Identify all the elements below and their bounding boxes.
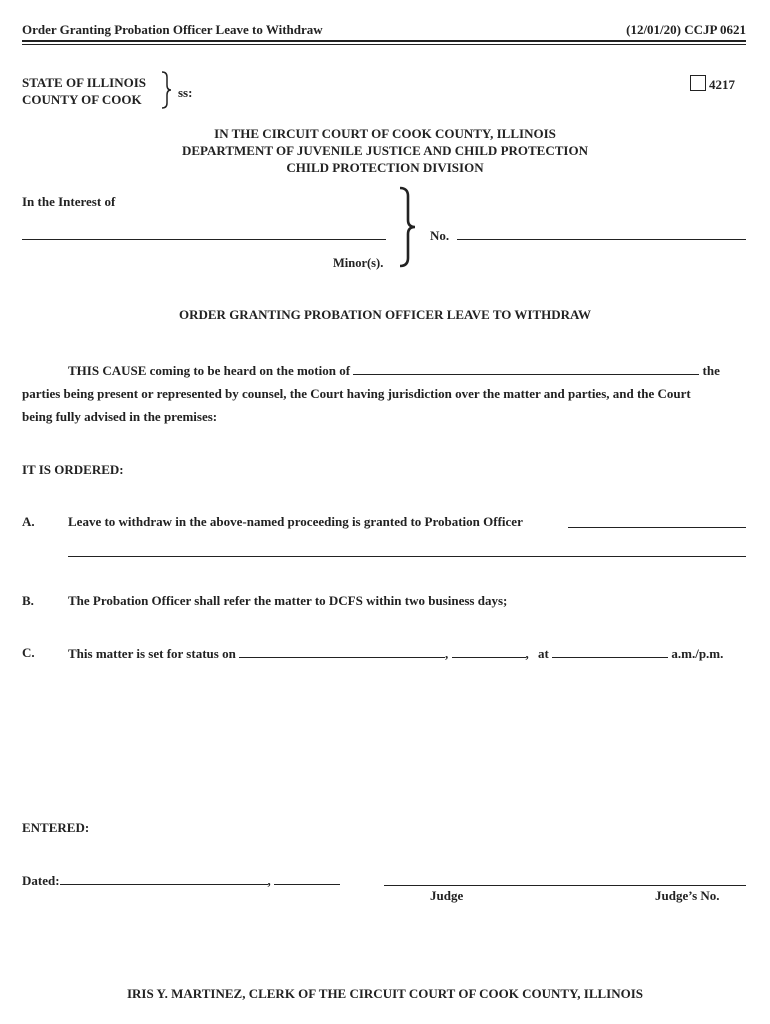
item-c-comma: , [445,646,449,661]
minors-label: Minor(s). [333,256,384,270]
judge-label: Judge [430,888,464,903]
dated-field[interactable] [60,872,268,885]
judge-signature-field[interactable] [384,873,746,886]
preamble-line-3: being fully advised in the premises: [22,409,218,424]
status-time-field[interactable] [552,645,668,658]
preamble-line-2: parties being present or represented by counsel, the Court having jurisdiction over the matter and parties, and the Court [22,386,691,401]
case-no-label: No. [430,228,450,243]
movant-field[interactable] [353,362,699,375]
dated-line [22,872,340,889]
header-rule-thick [22,40,746,42]
form-code: (12/01/20) CCJP 0621 [626,22,746,37]
order-title: ORDER GRANTING PROBATION OFFICER LEAVE TO WITHDRAW [179,307,591,322]
header-rule-thin [22,44,746,45]
preamble-lead: THIS CAUSE coming to be heard on the motion of [68,363,351,378]
dated-year-field[interactable] [274,872,340,885]
status-year-field[interactable] [452,645,526,658]
item-c-ampm: a.m./p.m. [671,646,724,661]
dated-label: Dated: [22,873,60,888]
interest-label: In the Interest of [22,194,116,209]
venue-county: COUNTY OF COOK [22,92,142,107]
item-c-comma-2: , [525,646,529,661]
code-box-field[interactable] [690,75,735,93]
case-number-field[interactable] [457,227,746,240]
item-c-at: at [538,646,549,661]
item-b-text: The Probation Officer shall refer the matter to DCFS within two business days; [68,593,508,608]
judge-no-label: Judge’s No. [655,888,720,903]
item-c-line [68,645,723,662]
venue-state: STATE OF ILLINOIS [22,75,147,90]
court-name: IN THE CIRCUIT COURT OF COOK COUNTY, ILLINOIS [214,126,556,141]
probation-officer-field-continued[interactable] [68,544,746,557]
item-a-text: Leave to withdraw in the above-named proceeding is granted to Probation Officer [68,514,523,529]
dated-comma: , [267,873,271,888]
item-a-letter: A. [22,514,35,529]
court-division: CHILD PROTECTION DIVISION [286,160,484,175]
status-date-field[interactable] [239,645,445,658]
probation-officer-field[interactable] [568,515,746,528]
court-department: DEPARTMENT OF JUVENILE JUSTICE AND CHILD PROTECTION [182,143,588,158]
caption-brace-icon [396,186,418,268]
minor-name-field[interactable] [22,239,386,240]
venue-ss: ss: [178,85,193,100]
ordered-heading: IT IS ORDERED: [22,462,124,477]
item-c-letter: C. [22,645,35,660]
code-box-value: 4217 [709,77,735,92]
item-c-lead: This matter is set for status on [68,646,236,661]
entered-label: ENTERED: [22,820,90,835]
item-b-letter: B. [22,593,34,608]
preamble-the: the [702,363,720,378]
preamble-line-1 [68,362,720,379]
code-checkbox[interactable] [690,75,706,91]
form-title: Order Granting Probation Officer Leave to Withdraw [22,22,323,37]
clerk-footer: IRIS Y. MARTINEZ, CLERK OF THE CIRCUIT COURT OF COOK COUNTY, ILLINOIS [126,986,644,1001]
venue-brace-icon [159,70,173,110]
